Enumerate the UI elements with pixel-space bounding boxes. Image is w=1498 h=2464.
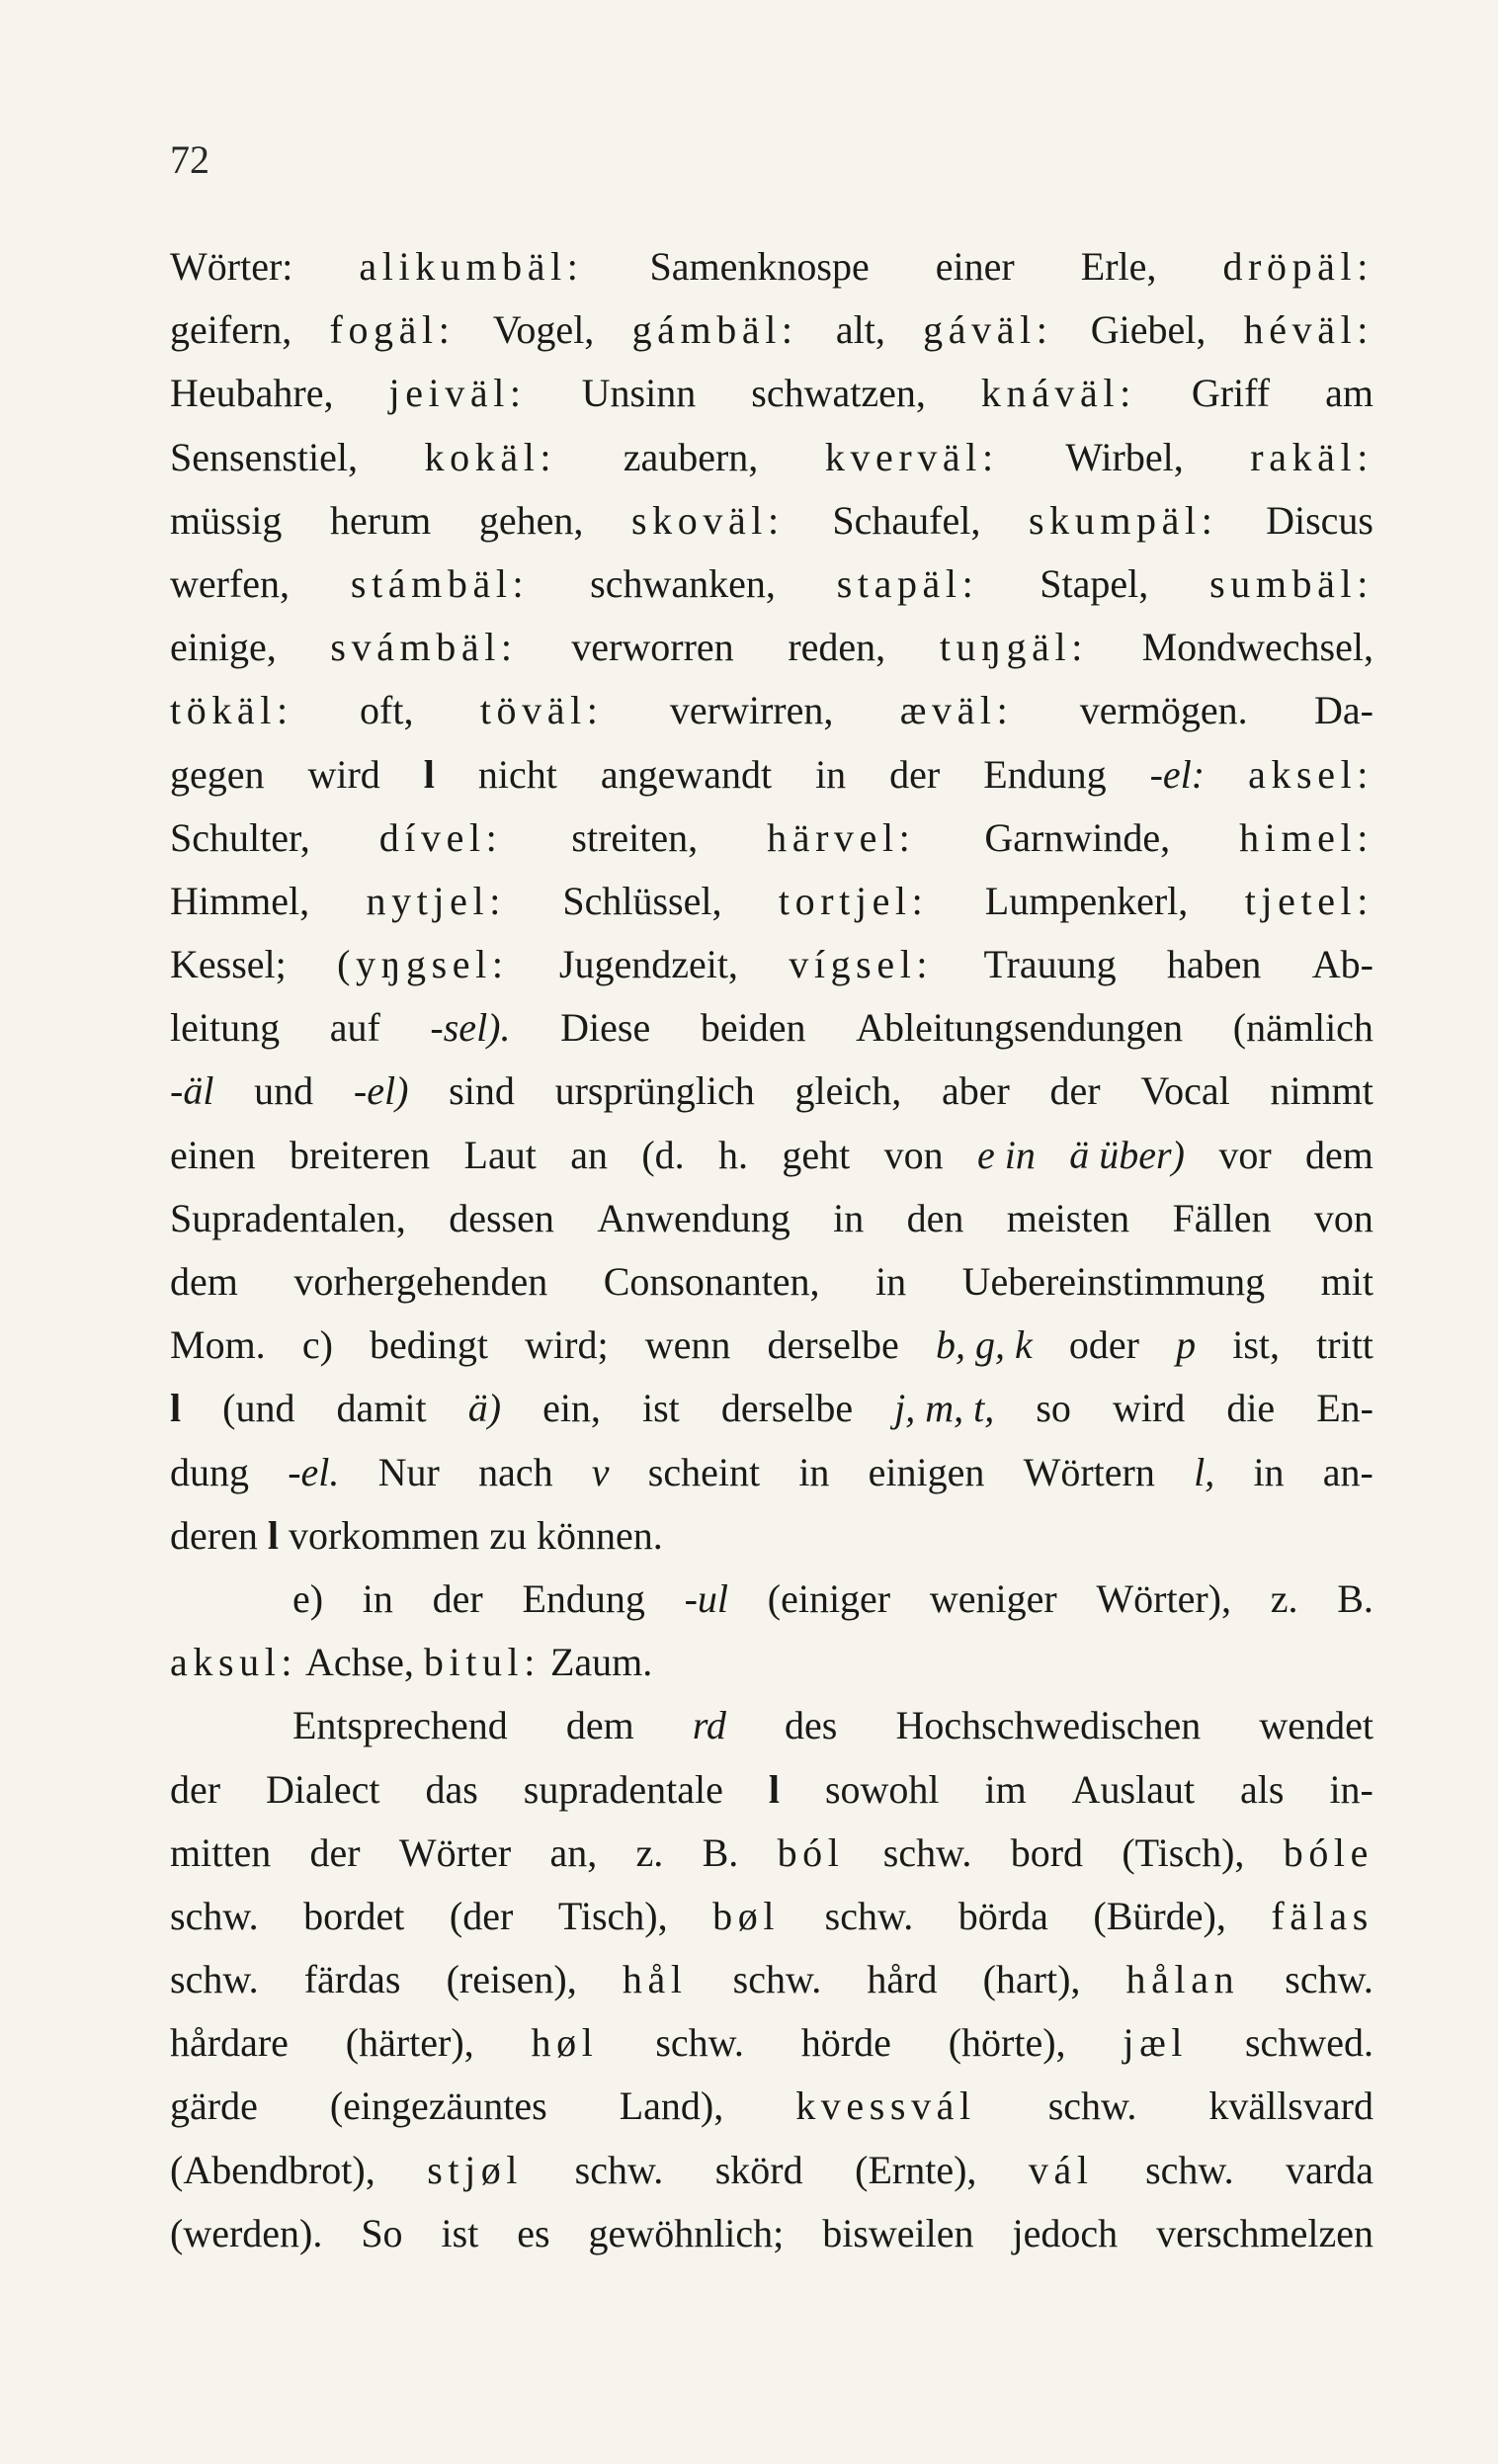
word: breiteren	[290, 1132, 431, 1177]
word: p	[1176, 1322, 1197, 1368]
dialect-word: bøl	[712, 1893, 781, 1938]
dialect-word: stapäl:	[836, 560, 979, 606]
word: dung	[170, 1449, 249, 1494]
word: Wirbel,	[1065, 434, 1184, 479]
word: auf	[329, 1005, 380, 1051]
dialect-word: hål	[622, 1957, 688, 2002]
word: Mondwechsel,	[1141, 625, 1373, 670]
word: vor	[1218, 1132, 1272, 1177]
word: z.	[1270, 1575, 1298, 1621]
word: schw.	[170, 1957, 259, 2002]
word: B.	[702, 1829, 739, 1875]
word: (Bürde),	[1093, 1893, 1226, 1938]
word: herum	[330, 497, 432, 543]
word: der	[170, 1766, 221, 1812]
word: hård	[867, 1957, 938, 2002]
word: (nämlich	[1232, 1005, 1373, 1051]
word: Ableitungsendungen	[856, 1005, 1184, 1051]
word: damit	[336, 1386, 427, 1431]
word: Achse,	[297, 1640, 424, 1685]
word: der	[432, 1575, 483, 1621]
word: in	[815, 751, 847, 797]
text-line	[170, 1885, 1373, 1948]
text-line	[170, 2075, 1373, 2138]
word: gärde	[170, 2083, 258, 2129]
word: schwatzen,	[751, 371, 926, 416]
word: von	[883, 1132, 944, 1177]
word: gegen	[170, 751, 265, 797]
word: c)	[301, 1322, 333, 1368]
word: -el:	[1149, 751, 1206, 797]
word: Erle,	[1080, 244, 1157, 289]
word: skörd	[714, 2147, 803, 2192]
word: Consonanten,	[603, 1259, 820, 1304]
word: färdas	[303, 1957, 401, 2002]
text-line	[170, 1441, 1373, 1504]
word: in-	[1329, 1766, 1373, 1812]
dialect-word: himel:	[1239, 814, 1373, 860]
word: Endung	[983, 751, 1107, 797]
word: supradentale	[523, 1766, 723, 1812]
text-line	[170, 743, 1373, 807]
word: mit	[1320, 1259, 1373, 1304]
dialect-word: kvessvál	[795, 2083, 976, 2129]
word: l	[768, 1766, 780, 1812]
word: wird	[307, 751, 380, 797]
dialect-word: sumbäl:	[1209, 560, 1373, 606]
word: vermögen.	[1079, 688, 1248, 733]
word: Himmel,	[170, 878, 310, 923]
word: einigen	[868, 1449, 985, 1494]
word: in	[798, 1449, 830, 1494]
word: in	[1253, 1449, 1285, 1494]
word: (Ernte),	[855, 2147, 977, 2192]
word: ist	[641, 1386, 680, 1431]
word: vorhergehenden	[293, 1259, 548, 1304]
word: Jugendzeit,	[558, 942, 738, 987]
word: deren	[170, 1512, 268, 1558]
word: ä)	[467, 1386, 502, 1431]
word: Supradentalen,	[170, 1195, 406, 1240]
dialect-word: (yŋgsel:	[337, 942, 509, 987]
word: Dialect	[266, 1766, 380, 1812]
word: (und	[222, 1386, 295, 1431]
word: geifern,	[170, 307, 292, 353]
word: Vogel,	[492, 307, 595, 353]
word: (härter),	[345, 2020, 474, 2066]
word: mitten	[170, 1829, 272, 1875]
word: schw.	[170, 1893, 259, 1938]
word: (Tisch),	[1122, 1829, 1245, 1875]
word: -äl	[170, 1068, 214, 1114]
word: Da-	[1314, 688, 1373, 733]
word: oft,	[360, 688, 414, 733]
word: wenn	[644, 1322, 731, 1368]
word: am	[1325, 371, 1373, 416]
word: Land),	[619, 2083, 724, 2129]
word: die	[1226, 1386, 1276, 1431]
dialect-word: vígsel:	[789, 942, 934, 987]
text-line	[170, 1124, 1373, 1187]
word: l,	[1194, 1449, 1215, 1494]
word: schw.	[824, 1893, 914, 1938]
word: börda	[957, 1893, 1048, 1938]
word: Wörtern	[1023, 1449, 1155, 1494]
dialect-word: jeiväl:	[388, 371, 527, 416]
text-line	[170, 807, 1373, 870]
word: v	[591, 1449, 610, 1494]
text-line	[170, 679, 1373, 742]
word: (d.	[641, 1132, 685, 1177]
word: Lumpenkerl,	[984, 878, 1189, 923]
word: bisweilen	[822, 2210, 974, 2255]
word: l	[267, 1512, 279, 1558]
word: bord	[1010, 1829, 1084, 1875]
word: werfen,	[170, 560, 291, 606]
page-number: 72	[170, 137, 209, 182]
word: der	[1049, 1068, 1101, 1114]
word: Ab-	[1311, 942, 1373, 987]
word: schw.	[1285, 1957, 1373, 2002]
word: l	[170, 1386, 182, 1431]
dialect-word: dröpäl:	[1222, 244, 1373, 289]
word: kvällsvard	[1208, 2083, 1373, 2129]
word: ist,	[1232, 1322, 1280, 1368]
word: verschmelzen	[1156, 2210, 1373, 2255]
word: vorkommen zu können.	[278, 1512, 663, 1558]
dialect-word: gámbäl:	[631, 307, 798, 353]
word: (der	[449, 1893, 514, 1938]
word: (werden).	[170, 2210, 323, 2255]
word: (einiger	[767, 1575, 891, 1621]
text-line	[170, 2202, 1373, 2265]
word: einer	[935, 244, 1015, 289]
word: e in	[977, 1132, 1036, 1177]
text-line	[170, 1631, 1373, 1694]
dialect-word: nytjel:	[366, 878, 506, 923]
word: jedoch	[1012, 2210, 1119, 2255]
dialect-word: æväl:	[899, 688, 1014, 733]
word: so	[1036, 1386, 1071, 1431]
text-line	[170, 1187, 1373, 1250]
word: Mom.	[170, 1322, 266, 1368]
text-line	[170, 1060, 1373, 1123]
text-line	[170, 870, 1373, 933]
word: Hochschwedischen	[895, 1703, 1202, 1748]
dialect-word: rakäl:	[1250, 434, 1373, 479]
word: gehen,	[478, 497, 584, 543]
word: ursprünglich	[554, 1068, 755, 1114]
word: Zaum.	[540, 1640, 653, 1685]
text-line	[170, 426, 1373, 489]
word: Giebel,	[1090, 307, 1207, 353]
text-line	[170, 298, 1373, 362]
word: En-	[1316, 1386, 1373, 1431]
word: das	[425, 1766, 478, 1812]
dialect-word: aksel:	[1248, 751, 1373, 797]
word: -el)	[353, 1068, 409, 1114]
word: alt,	[835, 307, 885, 353]
dialect-word: hålan	[1125, 1957, 1240, 2002]
word: (reisen),	[446, 1957, 577, 2002]
word: ist	[441, 2210, 479, 2255]
dialect-word: tortjel:	[778, 878, 929, 923]
word: der	[309, 1829, 361, 1875]
word: dem	[170, 1259, 238, 1304]
word: j, m, t,	[894, 1386, 995, 1431]
word: verwirren,	[669, 688, 834, 733]
word: So	[361, 2210, 403, 2255]
word: Tisch),	[557, 1893, 668, 1938]
word: Heubahre,	[170, 371, 334, 416]
word: tritt	[1316, 1322, 1373, 1368]
word: gewöhnlich;	[588, 2210, 785, 2255]
word: z.	[635, 1829, 664, 1875]
word: -el.	[288, 1449, 340, 1494]
word: Entsprechend	[292, 1703, 508, 1748]
word: weniger	[929, 1575, 1057, 1621]
word: Samenknospe	[649, 244, 870, 289]
dialect-word: tjetel:	[1244, 878, 1373, 923]
word: h.	[718, 1132, 749, 1177]
word: varda	[1286, 2147, 1373, 2192]
word: wird;	[525, 1322, 609, 1368]
dialect-word: tuŋgäl:	[939, 625, 1088, 670]
dialect-word: skoväl:	[630, 497, 785, 543]
dialect-word: vál	[1028, 2147, 1094, 2192]
word: -sel).	[430, 1005, 511, 1051]
text-line	[170, 552, 1373, 616]
dialect-word: skumpäl:	[1028, 497, 1218, 543]
text-line	[170, 1694, 1373, 1757]
text-line	[170, 1377, 1373, 1440]
word: Wörter	[398, 1829, 512, 1875]
dialect-word: fälas	[1271, 1893, 1373, 1938]
word: Laut	[463, 1132, 537, 1177]
dialect-word: stjøl	[427, 2147, 524, 2192]
word: zaubern,	[623, 434, 759, 479]
word: ein,	[542, 1386, 601, 1431]
word: der	[889, 751, 941, 797]
dialect-word: aksul:	[170, 1640, 298, 1685]
word: Endung	[522, 1575, 645, 1621]
text-line	[170, 1314, 1373, 1377]
text-line	[170, 1758, 1373, 1822]
text-line	[170, 235, 1373, 298]
word: Auslaut	[1071, 1766, 1196, 1812]
word: hörde	[800, 2020, 891, 2066]
dialect-word: bóle	[1283, 1829, 1373, 1875]
word: Vocal	[1140, 1068, 1230, 1114]
word: Wörter),	[1096, 1575, 1231, 1621]
dialect-word: knáväl:	[980, 371, 1136, 416]
text-line	[170, 1504, 1373, 1568]
word: Griff	[1191, 371, 1271, 416]
word: oder	[1068, 1322, 1139, 1368]
word: sind	[449, 1068, 515, 1114]
word: nicht	[477, 751, 557, 797]
word: derselbe	[767, 1322, 899, 1368]
word: l	[423, 751, 435, 797]
word: Garnwinde,	[984, 814, 1171, 860]
word: an,	[549, 1829, 598, 1875]
word: nimmt	[1270, 1068, 1373, 1114]
word: angewandt	[600, 751, 773, 797]
text-line	[170, 362, 1373, 425]
dialect-word: gáväl:	[923, 307, 1053, 353]
word: einen	[170, 1132, 256, 1177]
word: bedingt	[370, 1322, 489, 1368]
dialect-word: dível:	[378, 814, 503, 860]
text-line	[170, 933, 1373, 996]
word: Discus	[1266, 497, 1373, 543]
word: Schaufel,	[832, 497, 981, 543]
dialect-word: kverväl:	[824, 434, 999, 479]
word: einige,	[170, 625, 277, 670]
dialect-word: høl	[531, 2020, 599, 2066]
word: schwed.	[1244, 2020, 1373, 2066]
text-line	[170, 1568, 1373, 1631]
word: im	[984, 1766, 1027, 1812]
word: e)	[292, 1575, 324, 1621]
dialect-word: stámbäl:	[350, 560, 530, 606]
word: beiden	[700, 1005, 806, 1051]
text-line	[170, 996, 1373, 1060]
text-line	[170, 1822, 1373, 1885]
dialect-word: töväl:	[479, 688, 604, 733]
word: derselbe	[720, 1386, 854, 1431]
word: schw.	[1047, 2083, 1137, 2129]
word: -ul	[684, 1575, 729, 1621]
text-line	[170, 1948, 1373, 2011]
dialect-word: héväl:	[1243, 307, 1373, 353]
word: nach	[478, 1449, 553, 1494]
word: aber	[941, 1068, 1010, 1114]
word: dessen	[449, 1195, 554, 1240]
word: B.	[1337, 1575, 1373, 1621]
dialect-word: ból	[777, 1829, 845, 1875]
word: (Abendbrot),	[170, 2147, 375, 2192]
word: sowohl	[824, 1766, 940, 1812]
word: meisten	[1006, 1195, 1130, 1240]
word: Wörter:	[170, 244, 293, 289]
word: (hart),	[982, 1957, 1081, 2002]
word: Anwendung	[597, 1195, 791, 1240]
word: streiten,	[571, 814, 699, 860]
word: reden,	[788, 625, 886, 670]
dialect-word: svámbäl:	[330, 625, 518, 670]
word: haben	[1166, 942, 1262, 987]
dialect-word: alikumbäl:	[359, 244, 584, 289]
word: Unsinn	[581, 371, 697, 416]
word: schw.	[1145, 2147, 1234, 2192]
text-line	[170, 616, 1373, 679]
dialect-word: bitul:	[423, 1640, 541, 1685]
word: schwanken,	[590, 560, 776, 606]
dialect-word: tökäl:	[170, 688, 293, 733]
word: den	[906, 1195, 964, 1240]
word: es	[517, 2210, 550, 2255]
word: rd	[692, 1703, 726, 1748]
word: Stapel,	[1040, 560, 1149, 606]
word: Sensenstiel,	[170, 434, 358, 479]
text-line	[170, 489, 1373, 552]
word: geht	[782, 1132, 851, 1177]
word: Fällen	[1172, 1195, 1272, 1240]
word: müssig	[170, 497, 283, 543]
body-text	[170, 235, 1373, 2265]
word: Schlüssel,	[562, 878, 722, 923]
word: als	[1240, 1766, 1285, 1812]
word: (hörte),	[948, 2020, 1066, 2066]
word: von	[1313, 1195, 1373, 1240]
word: leitung	[170, 1005, 281, 1051]
word: in	[362, 1575, 393, 1621]
word: Trauung	[983, 942, 1117, 987]
word: ä über)	[1069, 1132, 1185, 1177]
dialect-word: fogäl:	[329, 307, 456, 353]
word: Kessel;	[170, 942, 287, 987]
word: scheint	[647, 1449, 761, 1494]
word: schw.	[882, 1829, 972, 1875]
word: schw.	[574, 2147, 664, 2192]
word: Diese	[560, 1005, 651, 1051]
word: in	[833, 1195, 865, 1240]
text-line	[170, 1250, 1373, 1314]
word: b, g, k	[935, 1322, 1033, 1368]
word: hårdare	[170, 2020, 289, 2066]
word: Nur	[377, 1449, 440, 1494]
word: bordet	[303, 1893, 405, 1938]
word: (eingezäuntes	[329, 2083, 547, 2129]
word: wird	[1112, 1386, 1186, 1431]
dialect-word: kokäl:	[424, 434, 557, 479]
text-line	[170, 2139, 1373, 2202]
dialect-word: härvel:	[767, 814, 916, 860]
dialect-word: jæl	[1123, 2020, 1189, 2066]
word: schw.	[655, 2020, 744, 2066]
word: Uebereinstimmung	[961, 1259, 1266, 1304]
word: verworren	[571, 625, 734, 670]
word: dem	[1305, 1132, 1373, 1177]
word: wendet	[1259, 1703, 1373, 1748]
word: in	[875, 1259, 907, 1304]
word: an	[570, 1132, 608, 1177]
text-line	[170, 2011, 1373, 2075]
word: Schulter,	[170, 814, 310, 860]
word: an-	[1322, 1449, 1373, 1494]
word: gleich,	[794, 1068, 902, 1114]
word: schw.	[732, 1957, 822, 2002]
word: des	[785, 1703, 838, 1748]
word: und	[254, 1068, 314, 1114]
word: dem	[565, 1703, 634, 1748]
